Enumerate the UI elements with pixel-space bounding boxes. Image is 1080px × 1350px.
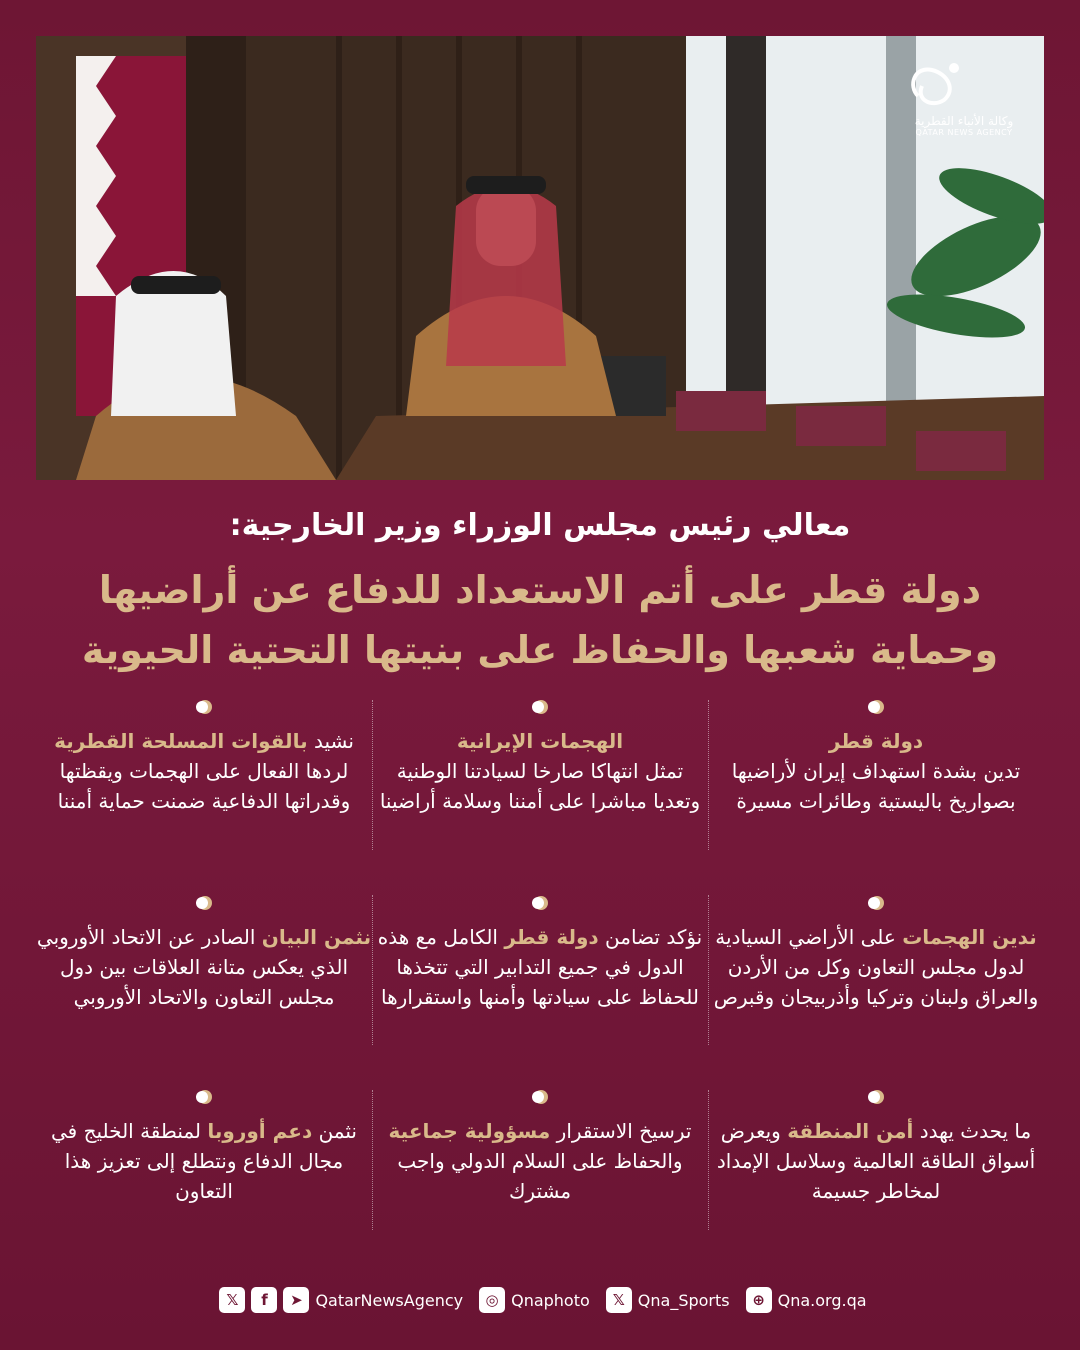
point-4-post: على الأراضي السيادية لدول مجلس التعاون وكل من الأردن والعراق ولبنان وتركيا وأذربيجان وقبرص <box>713 925 1039 1009</box>
logo-english-text: QATAR NEWS AGENCY <box>915 128 1013 137</box>
point-8 <box>372 1088 708 1206</box>
qna-logo <box>904 56 1024 137</box>
point-5-post: الكامل مع هذه الدول في جميع التدابير التي تتخذها للحفاظ على سيادتها وأمنها واستقرارها <box>377 925 699 1009</box>
meeting-room-illustration <box>36 36 1044 480</box>
handle-qnaphoto[interactable]: Qnaphoto <box>511 1290 590 1310</box>
point-7-post: ويعرض أسواق الطاقة العالمية وسلاسل الإمداد لمخاطر جسيمة <box>716 1119 1036 1203</box>
point-7 <box>708 1088 1044 1206</box>
headline-main <box>40 560 1040 680</box>
website-icon[interactable]: ⊕ <box>746 1287 772 1313</box>
bullet-icon <box>195 698 213 716</box>
point-4-emphasis: ندين الهجمات <box>902 925 1037 949</box>
point-2-lead: الهجمات الإيرانية <box>456 729 624 753</box>
bullet-icon <box>867 1088 885 1106</box>
point-3-post: لردها الفعال على الهجمات ويقظتها وقدراتها الدفاعية ضمنت حماية أمننا <box>57 759 351 813</box>
bullet-icon <box>867 894 885 912</box>
point-5 <box>372 894 708 1012</box>
point-8-pre: ترسيخ الاستقرار <box>550 1119 692 1143</box>
headline-line-2: وحماية شعبها والحفاظ على بنيتها التحتية الحيوية <box>81 628 999 672</box>
handle-qatarnewsagency[interactable]: QatarNewsAgency <box>315 1290 464 1310</box>
headline-subtitle: معالي رئيس مجلس الوزراء وزير الخارجية: <box>229 508 851 543</box>
point-2-text: تمثل انتهاكا صارخا لسيادتنا الوطنية وتعديا مباشرا على أمننا وسلامة أراضينا <box>379 759 701 813</box>
logo-arabic-text: وكالة الأنباء القطرية <box>914 114 1014 128</box>
bullet-icon <box>195 894 213 912</box>
point-9-emphasis: دعم أوروبا <box>207 1119 313 1143</box>
point-5-pre: نؤكد تضامن <box>598 925 703 949</box>
point-7-pre: ما يحدث يهدد <box>913 1119 1032 1143</box>
social-group-sports <box>606 1287 730 1313</box>
telegram-icon[interactable]: ➤ <box>283 1287 309 1313</box>
hero-photo <box>36 36 1044 480</box>
bullet-icon <box>867 698 885 716</box>
point-3-pre: نشيد <box>307 729 354 753</box>
qna-logo-icon <box>904 56 966 112</box>
social-footer <box>0 1284 1080 1316</box>
facebook-icon[interactable]: f <box>251 1287 277 1313</box>
point-7-emphasis: أمن المنطقة <box>787 1119 914 1143</box>
social-group-photo <box>479 1287 590 1313</box>
point-1-text: تدين بشدة استهداف إيران لأراضيها بصواريخ باليستية وطائرات مسيرة <box>731 759 1021 813</box>
bullet-icon <box>531 698 549 716</box>
instagram-icon[interactable]: ◎ <box>479 1287 505 1313</box>
bullet-icon <box>531 894 549 912</box>
bullet-icon <box>531 1088 549 1106</box>
point-8-post: والحفاظ على السلام الدولي واجب مشترك <box>397 1149 683 1203</box>
point-6 <box>36 894 372 1012</box>
point-3-emphasis: بالقوات المسلحة القطرية <box>54 729 308 753</box>
x-icon[interactable]: 𝕏 <box>219 1287 245 1313</box>
bullet-icon <box>195 1088 213 1106</box>
x-icon[interactable]: 𝕏 <box>606 1287 632 1313</box>
point-8-emphasis: مسؤولية جماعية <box>388 1119 551 1143</box>
point-1-lead: دولة قطر <box>828 729 924 753</box>
handle-qna-sports[interactable]: Qna_Sports <box>637 1290 730 1310</box>
social-group-web <box>746 1287 867 1313</box>
points-grid <box>36 690 1044 1250</box>
handle-website[interactable]: Qna.org.qa <box>777 1290 867 1310</box>
point-9 <box>36 1088 372 1206</box>
headline-line-1: دولة قطر على أتم الاستعداد للدفاع عن أراضيها <box>98 568 982 612</box>
point-9-post: لمنطقة الخليج في مجال الدفاع ونتطلع إلى تعزيز هذا التعاون <box>51 1119 344 1203</box>
point-1 <box>708 698 1044 816</box>
point-6-post: الصادر عن الاتحاد الأوروبي الذي يعكس متانة العلاقات بين دول مجلس التعاون والاتحاد الأوروبي <box>36 925 349 1009</box>
point-4 <box>708 894 1044 1012</box>
point-9-pre: نثمن <box>312 1119 357 1143</box>
point-6-emphasis: نثمن البيان <box>261 925 372 949</box>
social-group-main <box>219 1287 463 1313</box>
point-2 <box>372 698 708 816</box>
point-5-emphasis: دولة قطر <box>504 925 599 949</box>
point-3 <box>36 698 372 816</box>
